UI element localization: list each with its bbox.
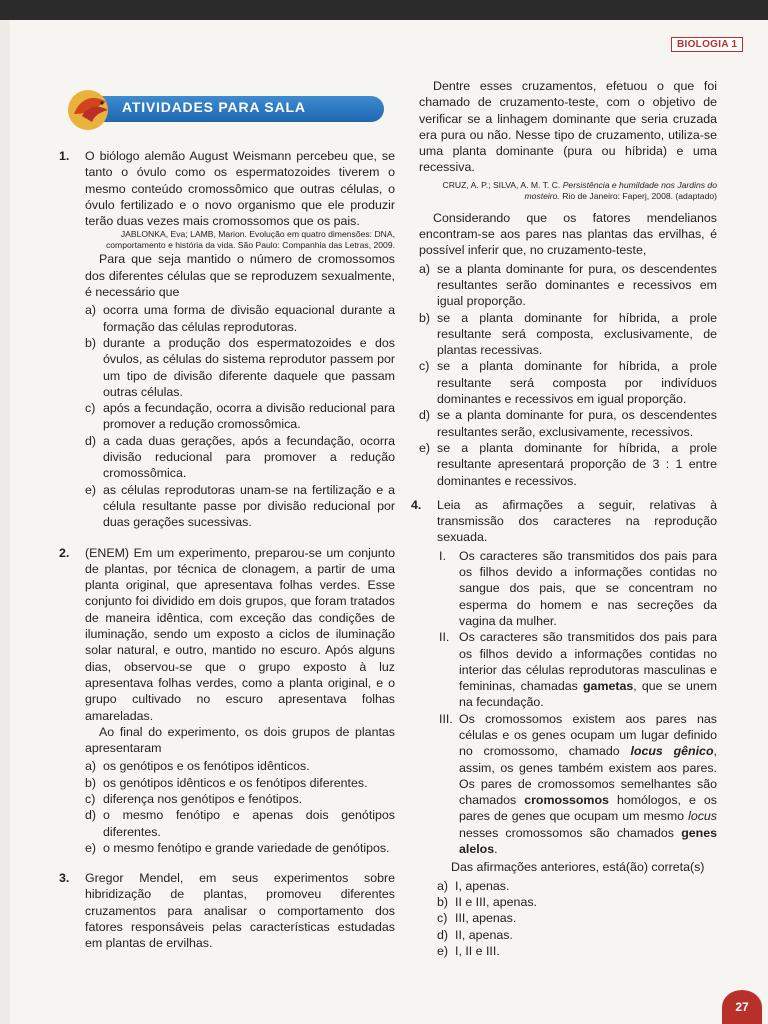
question-text: O biólogo alemão August Weismann percebeu que, se tanto o óvulo como os espermatozoides tiverem o mesmo conteúdo cromossômico que outras células, o óvulo fertilizado e o novo organismo que ele produzir terão duas vezes mais cromossomos que os pais. bbox=[85, 149, 395, 229]
options-list bbox=[85, 302, 395, 530]
option-c[interactable]: c) após a fecundação, ocorra a divisão reducional para promover a redução cromossômica. bbox=[85, 401, 395, 432]
question-number: 4. bbox=[411, 497, 422, 512]
question-text-part2: Dentre esses cruzamentos, efetuou o que foi chamado de cruzamento-teste, com o objetivo de verificar se a linhagem dominante que seria cruzada era pura ou não. Nesse tipo de cruzamento, utiliza-se uma planta dominante (pura ou híbrida) e uma recessiva. bbox=[419, 79, 717, 175]
question-number: 3. bbox=[59, 871, 70, 886]
term-genes-alelos: genes alelos bbox=[459, 825, 717, 857]
option-b[interactable]: b) os genótipos idênticos e os fenótipos diferentes. bbox=[85, 775, 368, 790]
option-c[interactable]: c) diferença nos genótipos e fenótipos. bbox=[85, 791, 303, 806]
option-b[interactable]: b) durante a produção dos espermatozoides e dos óvulos, as células do sistema reprodutor passem por um tipo de divisão diferente daquele que passam outras células. bbox=[85, 335, 395, 399]
option-c[interactable]: c) se a planta dominante for híbrida, a prole resultante será composta por indivíduos dominantes e recessivos em igual proporção. bbox=[419, 359, 717, 407]
question-number: 1. bbox=[59, 149, 70, 163]
term-cromossomos: cromossomos bbox=[524, 793, 609, 808]
option-c[interactable]: c) III, apenas. bbox=[437, 911, 517, 926]
question-prompt: Para que seja mantido o número de cromossomos dos diferentes células que se reproduzem sexualmente, é necessário que bbox=[85, 252, 395, 300]
option-b[interactable]: b) II e III, apenas. bbox=[437, 894, 537, 909]
question-prompt: Considerando que os fatores mendelianos encontram-se aos pares nas plantas das ervilhas, é possível inferir que, no cruzamento-teste, bbox=[419, 210, 717, 258]
option-b[interactable]: b) se a planta dominante for híbrida, a prole resultante será composta, exclusivamente, de plantas recessivas. bbox=[419, 310, 717, 358]
question-number: 2. bbox=[59, 545, 70, 560]
question-3-continued bbox=[419, 78, 717, 489]
question-text: (ENEM) Em um experimento, preparou-se um conjunto de plantas, por técnica de clonagem, a partir de uma planta original, que apresentava folhas verdes. Esse conjunto foi dividido em dois grupos, que foram tratados de maneira idêntica, com exceção das condições de iluminação, sendo um exposto a ciclos de iluminação solar natural, e outro, mantido no escuro. Após alguns dias, observou-se que o grupo exposto à luz apresentava folhas verdes, como a planta original, e o grupo cultivado no escuro apresentava folhas amareladas. bbox=[85, 545, 395, 723]
option-e[interactable]: e) o mesmo fenótipo e grande variedade de genótipos. bbox=[85, 840, 390, 855]
left-column bbox=[59, 148, 395, 966]
option-a[interactable]: a) I, apenas. bbox=[437, 878, 510, 893]
page-top-edge bbox=[0, 0, 768, 20]
option-a[interactable]: a) ocorra uma forma de divisão equacional durante a formação das células reprodutoras. bbox=[85, 303, 395, 334]
question-2 bbox=[59, 545, 395, 857]
question-4 bbox=[411, 497, 718, 959]
option-d[interactable]: d) se a planta dominante for pura, os descendentes resultantes serão, exclusivamente, recessivos. bbox=[419, 408, 717, 439]
option-e[interactable]: e) se a planta dominante for híbrida, a prole resultante apresentará proporção de 3 : 1 entre dominantes e recessivos. bbox=[419, 440, 717, 488]
options-list bbox=[85, 758, 395, 856]
question-1 bbox=[59, 148, 395, 531]
question-text-part1: Gregor Mendel, em seus experimentos sobre hibridização de plantas, promoveu diferentes cruzamentos para analisar o comportamento dos fatores responsáveis pelas características estudadas em plantas de ervilhas. bbox=[85, 871, 395, 951]
option-d[interactable]: d) o mesmo fenótipo e apenas dois genótipos diferentes. bbox=[85, 808, 395, 839]
page-number: 27 bbox=[722, 990, 762, 1024]
source-citation: CRUZ, A. P.; SILVA, A. M. T. C. Persistência e humildade nos Jardins do mosteiro. Rio de Janeiro: Faperj, 2008. (adaptado) bbox=[442, 179, 717, 201]
question-text: Leia as afirmações a seguir, relativas à transmissão dos caracteres na reprodução sexuada. bbox=[437, 497, 717, 545]
right-column bbox=[411, 78, 718, 973]
source-citation: JABLONKA, Eva; LAMB, Marion. Evolução em quatro dimensões: DNA, comportamento e história da vida. São Paulo: Companhia das Letras, 2009. bbox=[105, 229, 395, 251]
section-title: ATIVIDADES PARA SALA bbox=[122, 99, 306, 115]
question-prompt: Das afirmações anteriores, está(ão) correta(s) bbox=[451, 860, 705, 875]
option-e[interactable]: e) as células reprodutoras unam-se na fertilização e a célula resultante passe por divisão reducional por duas gerações sucessivas. bbox=[85, 482, 395, 530]
options-list bbox=[437, 878, 717, 959]
option-a[interactable]: a) os genótipos e os fenótipos idênticos. bbox=[85, 759, 310, 774]
bird-icon bbox=[66, 84, 118, 130]
statement-3: III. Os cromossomos existem aos pares nas células e os genes ocupam um lugar definido no cromossomo, chamado locus gênico, assim, os genes também existem aos pares. Os pares de cromossomos semelhantes são chamados cromossomos homólogos, e os pares de genes que ocupam um mesmo locus nesses cromossomos são chamados genes alelos. bbox=[439, 711, 718, 857]
question-prompt: Ao final do experimento, os dois grupos de plantas apresentaram bbox=[85, 724, 395, 756]
term-locus: locus bbox=[688, 809, 717, 824]
statements-list bbox=[437, 548, 717, 858]
option-d[interactable]: d) II, apenas. bbox=[437, 927, 513, 942]
statement-2: II. Os caracteres são transmitidos dos pais para os filhos devido a informações contidas no interior das células reprodutoras masculinas e femininas, chamadas gametas, que se unem na fecundação. bbox=[439, 630, 717, 710]
subject-badge: BIOLOGIA 1 bbox=[671, 37, 743, 52]
section-banner bbox=[66, 78, 384, 130]
options-list bbox=[419, 261, 717, 489]
option-e[interactable]: e) I, II e III. bbox=[437, 943, 500, 958]
term-locus-genico: locus gênico bbox=[630, 744, 714, 759]
question-3 bbox=[59, 870, 395, 951]
term-gametas: gametas bbox=[582, 679, 634, 694]
textbook-page bbox=[10, 20, 768, 1024]
option-a[interactable]: a) se a planta dominante for pura, os descendentes resultantes serão dominantes e recessivos em igual proporção. bbox=[419, 261, 717, 309]
statement-1: I. Os caracteres são transmitidos dos pais para os filhos devido a informações contidas no sangue dos pais, que se concentram no esperma do homem e nas secreções da vagina da mulher. bbox=[439, 548, 717, 628]
option-d[interactable]: d) a cada duas gerações, após a fecundação, ocorra divisão reducional para promover a redução cromossômica. bbox=[85, 433, 395, 481]
